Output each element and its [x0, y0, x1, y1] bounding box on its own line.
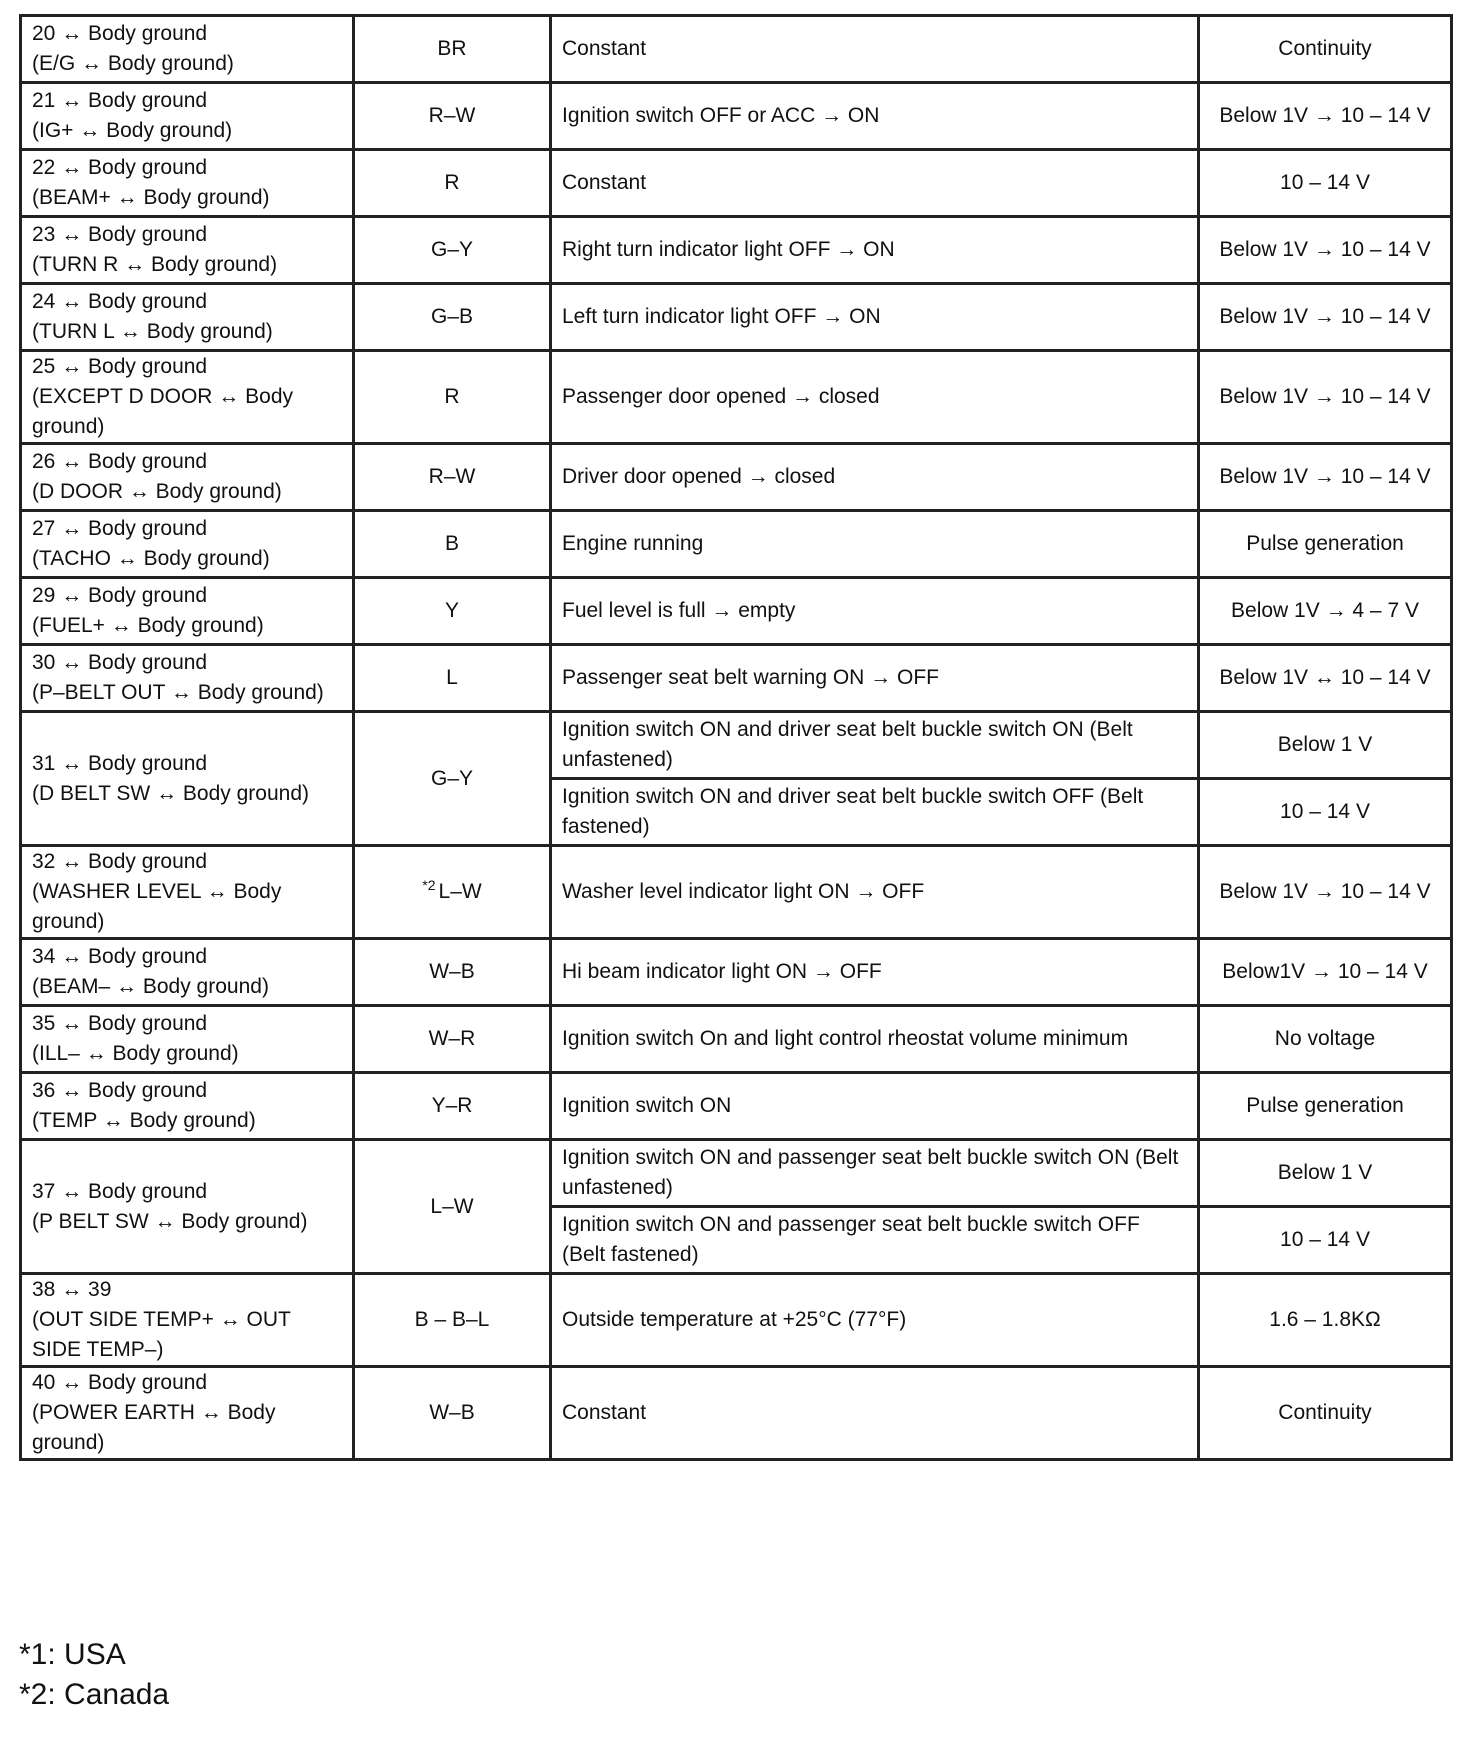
- terminal-line: 27 ↔ Body ground: [32, 517, 208, 540]
- table-row: [21, 645, 1452, 712]
- wire-color-value: L: [446, 666, 458, 689]
- specified-condition-cell: 1.6 – 1.8KΩ: [1199, 1274, 1452, 1367]
- specified-condition-cell: Below 1V → 4 – 7 V: [1199, 578, 1452, 645]
- terminal-line: (D DOOR ↔ Body ground): [32, 480, 282, 503]
- table-row: [21, 1367, 1452, 1460]
- terminal-line: 21 ↔ Body ground: [32, 89, 208, 112]
- specified-condition-cell: 10 – 14 V: [1199, 779, 1452, 846]
- wire-color-cell: [354, 217, 551, 284]
- condition-cell: Fuel level is full → empty: [551, 578, 1199, 645]
- specified-condition-cell: Below 1V → 10 – 14 V: [1199, 284, 1452, 351]
- condition-cell: Passenger door opened → closed: [551, 351, 1199, 444]
- condition-cell: Constant: [551, 1367, 1199, 1460]
- wire-color-cell: [354, 1006, 551, 1073]
- condition-cell: Ignition switch ON and driver seat belt buckle switch OFF (Belt fastened): [551, 779, 1199, 846]
- terminal-line: ground): [32, 415, 105, 438]
- specified-condition-cell: Below 1 V: [1199, 1140, 1452, 1207]
- terminal-line: (POWER EARTH ↔ Body: [32, 1401, 276, 1424]
- wire-color-cell: [354, 351, 551, 444]
- wire-color-value: Y–R: [431, 1094, 473, 1117]
- wire-color-cell: [354, 1140, 551, 1274]
- wire-color-value: G–B: [430, 305, 474, 328]
- terminal-line: (BEAM– ↔ Body ground): [32, 975, 269, 998]
- specified-condition-cell: Below 1 V: [1199, 712, 1452, 779]
- wire-color-value: B: [444, 532, 459, 555]
- wire-color-value: W–B: [429, 1401, 475, 1424]
- wire-color-cell: [354, 1073, 551, 1140]
- wire-color-value: W–R: [428, 1027, 476, 1050]
- wire-footnote-marker: *2: [422, 877, 436, 893]
- table-row: [21, 511, 1452, 578]
- terminal-cell: [21, 1274, 354, 1367]
- terminal-line: (OUT SIDE TEMP+ ↔ OUT: [32, 1308, 291, 1331]
- terminal-cell: [21, 846, 354, 939]
- terminal-line: 20 ↔ Body ground: [32, 22, 208, 45]
- wire-color-value: W–B: [429, 960, 475, 983]
- terminal-line: 36 ↔ Body ground: [32, 1079, 208, 1102]
- terminal-line: (BEAM+ ↔ Body ground): [32, 186, 270, 209]
- terminal-line: 23 ↔ Body ground: [32, 223, 208, 246]
- condition-cell: Ignition switch On and light control rheostat volume minimum: [551, 1006, 1199, 1073]
- terminal-line: 22 ↔ Body ground: [32, 156, 208, 179]
- terminal-line: 35 ↔ Body ground: [32, 1012, 208, 1035]
- wire-color-cell: [354, 712, 551, 846]
- wire-color-cell: [354, 511, 551, 578]
- wire-color-cell: [354, 1274, 551, 1367]
- condition-cell: Constant: [551, 150, 1199, 217]
- wire-color-value: R–W: [428, 465, 476, 488]
- terminal-line: 31 ↔ Body ground: [32, 751, 208, 775]
- specified-condition-cell: 10 – 14 V: [1199, 150, 1452, 217]
- terminal-line: ground): [32, 910, 105, 933]
- table-row: [21, 16, 1452, 83]
- wire-color-cell: [354, 846, 551, 939]
- wire-color-value: L–W: [430, 1194, 474, 1218]
- terminal-cell: [21, 1006, 354, 1073]
- terminal-line: (TURN L ↔ Body ground): [32, 320, 273, 343]
- terminal-line: 30 ↔ Body ground: [32, 651, 208, 674]
- terminal-line: SIDE TEMP–): [32, 1338, 164, 1361]
- terminal-line: 25 ↔ Body ground: [32, 355, 208, 378]
- specified-condition-cell: No voltage: [1199, 1006, 1452, 1073]
- terminal-line: 26 ↔ Body ground: [32, 450, 208, 473]
- terminal-line: 24 ↔ Body ground: [32, 290, 208, 313]
- condition-cell: Outside temperature at +25°C (77°F): [551, 1274, 1199, 1367]
- terminal-cell: [21, 217, 354, 284]
- table-row: [21, 217, 1452, 284]
- specified-condition-cell: 10 – 14 V: [1199, 1207, 1452, 1274]
- wire-color-cell: [354, 150, 551, 217]
- terminal-spec-table: [19, 14, 1453, 1461]
- terminal-line: (P BELT SW ↔ Body ground): [32, 1209, 308, 1233]
- wire-color-cell: [354, 444, 551, 511]
- wire-color-value: BR: [437, 37, 467, 60]
- terminal-cell: [21, 284, 354, 351]
- terminal-cell: [21, 1367, 354, 1460]
- terminal-line: 40 ↔ Body ground: [32, 1371, 208, 1394]
- table-row: [21, 284, 1452, 351]
- wire-color-value: B – B–L: [414, 1308, 490, 1331]
- table-row: [21, 150, 1452, 217]
- wire-color-cell: [354, 83, 551, 150]
- table-row: [21, 1073, 1452, 1140]
- specified-condition-cell: Below 1V ↔ 10 – 14 V: [1199, 645, 1452, 712]
- table-row: [21, 1274, 1452, 1367]
- table-row: [21, 83, 1452, 150]
- specified-condition-cell: Below 1V → 10 – 14 V: [1199, 351, 1452, 444]
- condition-cell: Hi beam indicator light ON → OFF: [551, 939, 1199, 1006]
- terminal-cell: [21, 645, 354, 712]
- wire-color-value: R: [444, 385, 460, 408]
- terminal-line: ground): [32, 1431, 105, 1454]
- wire-color-cell: [354, 16, 551, 83]
- condition-cell: Ignition switch OFF or ACC → ON: [551, 83, 1199, 150]
- table-row: [21, 712, 1452, 779]
- condition-cell: Passenger seat belt warning ON → OFF: [551, 645, 1199, 712]
- wire-color-cell: [354, 578, 551, 645]
- table-row: [21, 578, 1452, 645]
- condition-cell: Ignition switch ON: [551, 1073, 1199, 1140]
- terminal-line: (P–BELT OUT ↔ Body ground): [32, 681, 324, 704]
- terminal-line: (TEMP ↔ Body ground): [32, 1109, 256, 1132]
- wire-color-value: R: [444, 171, 460, 194]
- specified-condition-cell: Below 1V → 10 – 14 V: [1199, 444, 1452, 511]
- table-row: [21, 846, 1452, 939]
- condition-cell: Washer level indicator light ON → OFF: [551, 846, 1199, 939]
- terminal-cell: [21, 150, 354, 217]
- specified-condition-cell: Pulse generation: [1199, 1073, 1452, 1140]
- wire-color-value: R–W: [428, 104, 476, 127]
- terminal-line: (EXCEPT D DOOR ↔ Body: [32, 385, 294, 408]
- specified-condition-cell: Below 1V → 10 – 14 V: [1199, 83, 1452, 150]
- terminal-line: (E/G ↔ Body ground): [32, 52, 234, 75]
- footnotes: [19, 1635, 169, 1715]
- table-row: [21, 1140, 1452, 1207]
- condition-cell: Right turn indicator light OFF → ON: [551, 217, 1199, 284]
- terminal-line: (FUEL+ ↔ Body ground): [32, 614, 264, 637]
- terminal-cell: [21, 351, 354, 444]
- terminal-cell: [21, 939, 354, 1006]
- condition-cell: Driver door opened → closed: [551, 444, 1199, 511]
- terminal-cell: [21, 444, 354, 511]
- terminal-cell: [21, 578, 354, 645]
- terminal-line: (IG+ ↔ Body ground): [32, 119, 233, 142]
- table-row: [21, 444, 1452, 511]
- terminal-line: 38 ↔ 39: [32, 1278, 112, 1301]
- terminal-cell: [21, 83, 354, 150]
- table-row: [21, 1006, 1452, 1073]
- terminal-line: (D BELT SW ↔ Body ground): [32, 781, 309, 805]
- wire-color-cell: [354, 1367, 551, 1460]
- condition-cell: Ignition switch ON and driver seat belt buckle switch ON (Belt unfastened): [551, 712, 1199, 779]
- footnote: *1: USA: [19, 1638, 126, 1671]
- condition-cell: Constant: [551, 16, 1199, 83]
- specified-condition-cell: Continuity: [1199, 1367, 1452, 1460]
- specified-condition-cell: Continuity: [1199, 16, 1452, 83]
- terminal-line: (WASHER LEVEL ↔ Body: [32, 880, 282, 903]
- terminal-cell: [21, 712, 354, 846]
- terminal-line: (TURN R ↔ Body ground): [32, 253, 278, 276]
- wire-color-cell: [354, 939, 551, 1006]
- terminal-line: 34 ↔ Body ground: [32, 945, 208, 968]
- specified-condition-cell: Below 1V → 10 – 14 V: [1199, 846, 1452, 939]
- specified-condition-cell: Below1V → 10 – 14 V: [1199, 939, 1452, 1006]
- terminal-line: 32 ↔ Body ground: [32, 850, 208, 873]
- condition-cell: Left turn indicator light OFF → ON: [551, 284, 1199, 351]
- specified-condition-cell: Below 1V → 10 – 14 V: [1199, 217, 1452, 284]
- terminal-line: (ILL– ↔ Body ground): [32, 1042, 239, 1065]
- terminal-line: 37 ↔ Body ground: [32, 1179, 208, 1203]
- terminal-cell: [21, 1073, 354, 1140]
- wire-color-value: L–W: [438, 880, 482, 903]
- terminal-cell: [21, 1140, 354, 1274]
- condition-cell: Ignition switch ON and passenger seat belt buckle switch ON (Belt unfastened): [551, 1140, 1199, 1207]
- wire-color-value: G–Y: [430, 238, 474, 261]
- wire-color-value: Y: [444, 599, 459, 622]
- wire-color-value: G–Y: [430, 766, 474, 790]
- table-row: [21, 939, 1452, 1006]
- terminal-cell: [21, 16, 354, 83]
- condition-cell: Ignition switch ON and passenger seat belt buckle switch OFF (Belt fastened): [551, 1207, 1199, 1274]
- wire-color-cell: [354, 284, 551, 351]
- table-row: [21, 351, 1452, 444]
- terminal-cell: [21, 511, 354, 578]
- wire-color-cell: [354, 645, 551, 712]
- condition-cell: Engine running: [551, 511, 1199, 578]
- footnote: *2: Canada: [19, 1678, 170, 1711]
- terminal-line: (TACHO ↔ Body ground): [32, 547, 270, 570]
- specified-condition-cell: Pulse generation: [1199, 511, 1452, 578]
- terminal-line: 29 ↔ Body ground: [32, 584, 208, 607]
